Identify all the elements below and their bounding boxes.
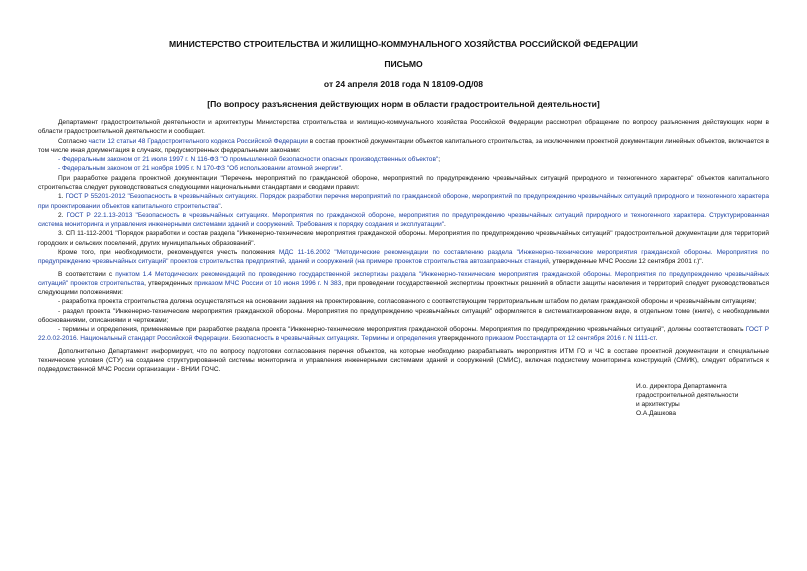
paragraph-gradcode xyxy=(38,137,769,156)
link-mchs-order-383[interactable]: приказом МЧС России от 10 июня 1996 г. N 383 xyxy=(194,279,342,287)
signature-title: И.о. директора Департамента xyxy=(636,382,727,390)
list-item-law-170 xyxy=(38,164,769,173)
link-gradcode[interactable]: части 12 статьи 48 Градостроительного кодекса Российской Федерации xyxy=(88,137,308,145)
text: 2. xyxy=(58,211,67,219)
signature-block xyxy=(636,382,769,419)
signature-name: О.А.Дашкова xyxy=(636,410,677,418)
link-methodical-recommendations[interactable]: пунктом 1.4 Методических рекомендаций по проведению государственной экспертизы раздела "Инженерно-технические мероприятия гражданской обороны. Мероприятия по предупреждению чрезвычайных ситуаций" проектов строительства xyxy=(38,270,769,287)
list-item-gost-22-1-13 xyxy=(38,211,769,230)
list-item-sp-11-112: 3. СП 11-112-2001 "Порядок разработки и состав раздела "Инженерно-технические мероприятия гражданской обороны. Мероприятия по предупреждению чрезвычайных ситуаций" градостроительной документации для территорий городских и сельских поселений, других муниципальных образований". xyxy=(38,230,769,247)
text: утвержденного xyxy=(435,335,486,343)
document-page xyxy=(38,30,769,419)
list-item-gost-55201 xyxy=(38,192,769,211)
document-body xyxy=(38,118,769,375)
text: , при проведении государственной экспертизы проектных решений в области защиты населения и территорий следует руководствоваться следующими положениями: xyxy=(38,279,770,297)
text: , утвержденные МЧС России 12 сентября 2001 г.)". xyxy=(548,258,704,266)
text: 1. xyxy=(58,193,66,201)
link-gost-22-0-02[interactable]: ГОСТ Р 22.0.02-2016. Национальный стандарт Российской Федерации. Безопасность в чрезвычайных ситуациях. Термины и определения xyxy=(38,326,769,343)
link-law-170[interactable]: - Федеральным законом от 21 ноября 1995 г. N 170-ФЗ "Об использовании атомной энергии" xyxy=(58,165,341,173)
document-date-number: от 24 апреля 2018 года N 18109-ОД/08 xyxy=(323,79,484,89)
list-item-law-116 xyxy=(38,155,769,164)
document-subject: [По вопросу разъяснения действующих норм в области градостроительной деятельности] xyxy=(207,99,600,109)
ministry-title: МИНИСТЕРСТВО СТРОИТЕЛЬСТВА И ЖИЛИЩНО-КОММУНАЛЬНОГО ХОЗЯЙСТВА РОССИЙСКОЙ ФЕДЕРАЦИИ xyxy=(169,39,638,49)
text: ; xyxy=(438,156,441,164)
link-law-116[interactable]: - Федеральным законом от 21 июля 1997 г. N 116-ФЗ "О промышленной безопасности опасных производственных объектов" xyxy=(58,156,439,164)
paragraph-expertise xyxy=(38,270,769,298)
text: . xyxy=(655,335,658,343)
paragraph-intro: Департамент градостроительной деятельности и архитектуры Министерства строительства и жилищно-коммунального хозяйства Российской Федерации рассмотрел обращение по вопросу разъяснения действующих норм в области градостроительной деятельности и сообщает. xyxy=(38,119,769,136)
text: Согласно xyxy=(58,137,89,145)
list-item-design-task: - разработка проекта строительства должна осуществляться на основании задания на проектирование, согласованного с соответствующим территориальным штабом по делам гражданской обороны и чрезвычайным ситуациям; xyxy=(58,298,757,306)
link-rosstandart-order[interactable]: приказом Росстандарта от 12 сентября 2016 г. N 1111-ст xyxy=(485,335,656,343)
text: , утвержденных xyxy=(144,279,195,287)
link-mds-11-16[interactable]: МДС 11-16.2002 "Методические рекомендации по составлению раздела "Инженерно-технические мероприятия гражданской обороны. Мероприятия по предупреждению чрезвычайных ситуаций" проектов строительства предприятий, зданий и сооружений (на примере проектов строительства автозаправочных станций xyxy=(38,248,770,266)
paragraph-additional-info: Дополнительно Департамент информирует, что по вопросу подготовки согласования перечня объектов, на которые необходимо разрабатывать мероприятия ИТМ ГО и ЧС в составе проектной документации и специальные технические условия (СТУ) на создание структурированной системы мониторинга и управления инженерными системами зданий и сооружений (СМИС), включая подсистему мониторинга конструкций (СМИК), следует обратиться к подведомственной МЧС России организации - ВНИИ ГОЧС. xyxy=(38,347,769,374)
link-gost-22-1-13[interactable]: ГОСТ Р 22.1.13-2013 "Безопасность в чрезвычайных ситуациях. Мероприятия по гражданской обороне, мероприятия по предупреждению чрезвычайных ситуаций природного и техногенного характера. Структурированная система мониторинга и управления инженерными системами зданий и сооружений. Требования к порядку создания и эксплуатации" xyxy=(38,211,770,229)
link-gost-55201[interactable]: ГОСТ Р 55201-2012 "Безопасность в чрезвычайных ситуациях. Порядок разработки перечня мероприятий по гражданской обороне, мероприятий по предупреждению чрезвычайных ситуаций природного и техногенного характера при проектировании объектов капитального строительства" xyxy=(38,193,769,210)
list-item-project-section: - раздел проекта "Инженерно-технические мероприятия гражданской обороны. Мероприятия по предупреждению чрезвычайных ситуаций" оформляется в систематизированном виде, в отдельном томе (книге), с необходимыми обоснованиями, описаниями и чертежами; xyxy=(38,307,769,324)
signature-architecture: и архитектуры xyxy=(636,401,680,409)
text: в состав проектной документации объектов капитального строительства, за исключением проектной документации линейных объектов, включается в том числе иная документация в случаях, предусмотренных федеральными законами: xyxy=(38,137,769,154)
text: В соответствии с xyxy=(58,270,116,278)
document-type: ПИСЬМО xyxy=(384,59,423,69)
text: - термины и определения, применяемые при разработке раздела проекта "Инженерно-технические мероприятия гражданской обороны. Мероприятия по предупреждению чрезвычайных ситуаций", должны соответствовать xyxy=(58,326,746,334)
text: . xyxy=(220,202,223,210)
text: . xyxy=(340,165,343,173)
text: . xyxy=(444,221,446,229)
paragraph-standards-intro: При разработке раздела проектной документации "Перечень мероприятий по гражданской обороне, мероприятий по предупреждению чрезвычайных ситуаций природного и техногенного характера" объектов капитального строительства следует руководствоваться следующими национальными стандартами и сводами правил: xyxy=(38,174,769,191)
signature-department: градостроительной деятельности xyxy=(636,391,739,399)
paragraph-mds xyxy=(38,248,769,267)
text: Кроме того, при необходимости, рекомендуется учесть положения xyxy=(58,248,279,256)
list-item-terms xyxy=(38,325,769,344)
